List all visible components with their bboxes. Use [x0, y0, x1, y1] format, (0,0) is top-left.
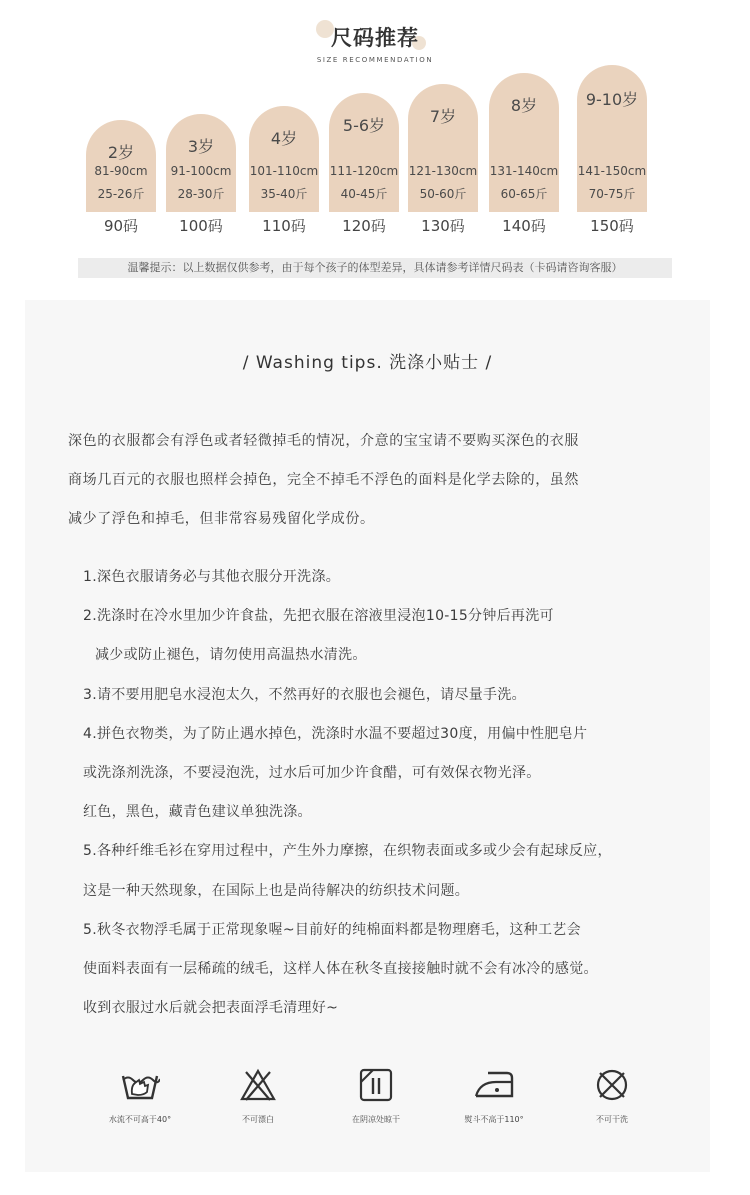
- rule-line: 3.请不要用肥皂水浸泡太久，不然再好的衣服也会褪色，请尽量手洗。: [83, 686, 526, 703]
- rule-line: 这是一种天然现象，在国际上也是尚待解决的纺织技术问题。: [83, 882, 470, 899]
- rule-line: 或洗涤剂洗涤，不要浸泡洗，过水后可加少许食醋，可有效保衣物光泽。: [83, 765, 541, 782]
- washing-intro: [68, 422, 688, 539]
- iron-low-icon: [474, 1068, 514, 1102]
- size-column: [408, 84, 478, 240]
- size-age: 4岁: [270, 129, 298, 148]
- care-label: 不可漂白: [242, 1115, 274, 1124]
- size-arch: [86, 120, 156, 212]
- page-title: 尺码推荐: [331, 26, 419, 50]
- size-weight: 60-65斤: [500, 187, 548, 201]
- rule-line: 减少或防止褪色，请勿使用高温热水清洗。: [95, 647, 367, 664]
- intro-line: 商场几百元的衣服也照样会掉色，完全不掉毛不浮色的面料是化学去除的，虽然: [68, 472, 579, 488]
- size-age: 8岁: [510, 96, 538, 115]
- size-column: [577, 65, 647, 240]
- size-code: 100码: [179, 217, 223, 235]
- care-item: [557, 1068, 667, 1125]
- size-chart: [86, 0, 686, 240]
- size-age: 9-10岁: [585, 90, 639, 109]
- care-label: 水流不可高于40°: [108, 1115, 172, 1124]
- size-height: 121-130cm: [408, 164, 478, 178]
- size-column: [249, 106, 319, 240]
- care-label: 在阴凉处晾干: [352, 1115, 400, 1124]
- rule-line: 红色，黑色，藏青色建议单独洗涤。: [83, 804, 312, 821]
- rule-line: 5.秋冬衣物浮毛属于正常现象喔~目前好的纯棉面料都是物理磨毛，这种工艺会: [83, 921, 581, 938]
- size-code: 130码: [421, 217, 465, 235]
- size-code: 140码: [502, 217, 546, 235]
- size-arch: [166, 114, 236, 212]
- size-arch: [249, 106, 319, 212]
- page-subtitle: SIZE RECOMMENDATION: [316, 56, 434, 64]
- size-column: [329, 93, 399, 240]
- care-label: 不可干洗: [596, 1115, 628, 1124]
- size-weight: 50-60斤: [419, 187, 467, 201]
- rule-line: 1.深色衣服请务必与其他衣服分开洗涤。: [83, 569, 341, 585]
- hand-wash-icon: [120, 1068, 160, 1102]
- shade-dry-icon: [356, 1068, 396, 1102]
- rule-line: 2.洗涤时在冷水里加少许食盐，先把衣服在溶液里浸泡10-15分钟后再洗可: [83, 608, 554, 625]
- care-icons: [85, 1068, 665, 1128]
- care-label: 熨斗不高于110°: [464, 1115, 524, 1124]
- size-height: 141-150cm: [577, 164, 647, 178]
- intro-line: 深色的衣服都会有浮色或者轻微掉毛的情况，介意的宝宝请不要购买深色的衣服: [68, 433, 579, 449]
- size-height: 111-120cm: [329, 164, 399, 178]
- care-item: [439, 1068, 549, 1125]
- size-arch: [577, 65, 647, 212]
- size-code: 150码: [590, 217, 634, 235]
- washing-rules: [83, 558, 703, 1028]
- care-item: [321, 1068, 431, 1125]
- size-weight: 25-26斤: [97, 187, 145, 201]
- rule-line: 5.各种纤维毛衫在穿用过程中，产生外力摩擦，在织物表面或多或少会有起球反应，: [83, 843, 612, 860]
- care-item: [203, 1068, 313, 1125]
- rule-line: 收到衣服过水后就会把表面浮毛清理好~: [83, 1000, 339, 1017]
- washing-panel: [25, 300, 710, 1172]
- washing-title: / Washing tips. 洗涤小贴士 /: [242, 353, 493, 373]
- size-weight: 28-30斤: [177, 187, 225, 201]
- size-age: 7岁: [429, 107, 457, 126]
- size-age: 2岁: [107, 143, 135, 162]
- size-tip: 温馨提示：以上数据仅供参考，由于每个孩子的体型差异，具体请参考详情尺码表（卡码请咨询客服）: [78, 258, 672, 278]
- size-arch: [329, 93, 399, 212]
- size-column: [166, 114, 236, 240]
- no-dry-clean-icon: [592, 1068, 632, 1102]
- size-age: 5-6岁: [342, 116, 386, 135]
- no-bleach-icon: [238, 1068, 278, 1102]
- size-column: [86, 120, 156, 240]
- size-column: [489, 73, 559, 240]
- size-age: 3岁: [187, 137, 215, 156]
- size-weight: 40-45斤: [340, 187, 388, 201]
- size-arch: [489, 73, 559, 212]
- size-weight: 70-75斤: [588, 187, 636, 201]
- size-height: 91-100cm: [170, 164, 232, 178]
- intro-line: 减少了浮色和掉毛，但非常容易残留化学成份。: [68, 511, 375, 527]
- care-item: [85, 1068, 195, 1125]
- size-code: 90码: [103, 217, 139, 235]
- size-height: 101-110cm: [249, 164, 319, 178]
- size-arch: [408, 84, 478, 212]
- size-code: 120码: [342, 217, 386, 235]
- size-height: 81-90cm: [94, 164, 148, 178]
- rule-line: 使面料表面有一层稀疏的绒毛，这样人体在秋冬直接接触时就不会有冰冷的感觉。: [83, 961, 598, 978]
- size-weight: 35-40斤: [260, 187, 308, 201]
- size-code: 110码: [262, 217, 306, 235]
- rule-line: 4.拼色衣物类，为了防止遇水掉色，洗涤时水温不要超过30度，用偏中性肥皂片: [83, 725, 588, 742]
- size-height: 131-140cm: [489, 164, 559, 178]
